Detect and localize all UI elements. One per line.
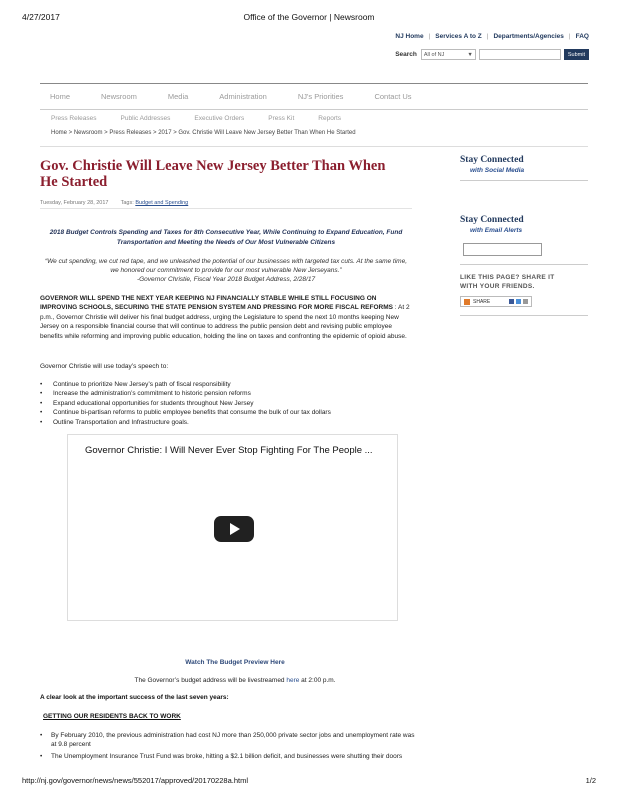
list-item: • Continue bi-partisan reforms to public employee benefits that consume the bulk of our tax dollars [40, 408, 414, 417]
section-heading: GETTING OUR RESIDENTS BACK TO WORK [43, 713, 181, 720]
nav-newsroom[interactable]: Newsroom [101, 92, 137, 101]
list-item: • Continue to prioritize New Jersey’s path of fiscal responsibility [40, 380, 414, 389]
livestream-text: The Governor’s budget address will be livestreamed [134, 677, 287, 684]
stay-connected-social-title: Stay Connected [460, 155, 524, 165]
email-icon [523, 299, 528, 304]
print-footer [22, 776, 596, 788]
livestream-time: at 2:00 p.m. [299, 677, 336, 684]
subnav-executive-orders[interactable]: Executive Orders [194, 114, 245, 122]
search-label: Search [395, 51, 417, 58]
social-media-link[interactable]: with Social Media [470, 167, 525, 174]
util-link-departments[interactable]: Departments/Agencies [493, 33, 564, 40]
print-header [22, 12, 596, 26]
article-subhead: 2018 Budget Controls Spending and Taxes for 8th Consecutive Year, While Continuing to Expand Education, Fund Transportation and Meeting the Needs of Our Most Vulnerable Citizens [49, 229, 403, 246]
list-item: • The Unemployment Insurance Trust Fund was broke, hitting a $2.1 billion deficit, and businesses were shutting their doors [40, 752, 420, 761]
quote-text: “We cut spending, we cut red tape, and we unleashed the potential of our businesses with targeted tax cuts. At the same time, we honored our commitment to provide for our most vulnerable New Jerseyans.” [44, 258, 408, 274]
breadcrumb[interactable]: Home > Newsroom > Press Releases > 2017 > Gov. Christie Will Leave New Jersey Better Than When He Started [51, 130, 356, 136]
share-prompt [460, 273, 554, 291]
util-link-services[interactable]: Services A to Z [435, 33, 482, 40]
quote-attribution: -Governor Christie, Fiscal Year 2018 Budget Address, 2/28/17 [136, 276, 316, 283]
livestream-link[interactable]: here [286, 677, 300, 684]
play-icon [230, 523, 240, 535]
share-prompt-line: LIKE THIS PAGE? SHARE IT [460, 274, 555, 281]
search-scope-value: All of NJ [423, 51, 445, 58]
print-page-number: 1/2 [585, 776, 596, 785]
intro-text: Governor Christie will use today’s speech to: [40, 363, 169, 370]
divider [460, 264, 588, 265]
play-button[interactable] [214, 516, 254, 542]
stay-connected-email-title: Stay Connected [460, 215, 524, 225]
nav-administration[interactable]: Administration [219, 92, 267, 101]
lead-text: : At 2 p.m., Governor Christie will deliver his final budget address, urging the Legislature to spend the next 10 months keeping New Jersey on a responsible financial course that will continue to address the public pension debt and revising public employee benefits while reforming and improving public education, holding the line on taxes and confronting the epidemic of opioid abuse. [40, 304, 410, 340]
share-label: SHARE [473, 298, 491, 305]
email-alerts-link[interactable]: with Email Alerts [470, 227, 523, 234]
list-item: • Increase the administration’s commitment to historic pension reforms [40, 389, 414, 398]
divider [460, 315, 588, 316]
lead-bold: GOVERNOR WILL SPEND THE NEXT YEAR KEEPING NJ FINANCIALLY STABLE WHILE STILL FOCUSING ON IMPROVING SCHOOLS, SECURING THE STATE PENSION SYSTEM AND PRESSING FOR MORE FISCAL REFORMS [40, 295, 393, 312]
nav-media[interactable]: Media [167, 92, 189, 101]
utility-nav [395, 33, 589, 40]
twitter-icon [516, 299, 521, 304]
page-title: Gov. Christie Will Leave New Jersey Better Than When He Started [40, 158, 386, 190]
email-field[interactable] [463, 243, 542, 256]
share-prompt-line: WITH YOUR FRIENDS. [460, 283, 535, 290]
util-link-faq[interactable]: FAQ [575, 33, 589, 40]
subnav-public-addresses[interactable]: Public Addresses [120, 114, 171, 122]
article-meta [40, 200, 188, 206]
video-title[interactable]: Governor Christie: I Will Never Ever Stop Fighting For The People ... [85, 445, 373, 456]
article-date: Tuesday, February 28, 2017 [40, 200, 109, 206]
watch-preview-link[interactable]: Watch The Budget Preview Here [185, 659, 285, 666]
util-separator: | [428, 33, 431, 40]
share-button[interactable] [460, 296, 532, 307]
divider [460, 180, 588, 181]
subnav-press-kit[interactable]: Press Kit [268, 114, 295, 122]
list-item: • Expand educational opportunities for students throughout New Jersey [40, 399, 414, 408]
lead-paragraph [40, 294, 414, 341]
util-separator: | [486, 33, 489, 40]
goals-list [40, 380, 414, 427]
chevron-down-icon: ▼ [467, 51, 473, 58]
search-scope-select[interactable] [421, 49, 476, 60]
divider [40, 146, 588, 147]
tags-label: Tags: [120, 200, 134, 206]
main-nav [40, 83, 588, 110]
tag-link[interactable]: Budget and Spending [135, 200, 189, 206]
print-title: Office of the Governor | Newsroom [243, 12, 375, 22]
subnav-press-releases[interactable]: Press Releases [51, 114, 97, 122]
search-bar [395, 49, 589, 60]
share-icon [464, 299, 470, 305]
print-date: 4/27/2017 [22, 12, 60, 22]
section-intro: A clear look at the important success of the last seven years: [40, 694, 229, 701]
nav-priorities[interactable]: NJ's Priorities [297, 92, 344, 101]
print-url: http://nj.gov/governor/news/news/552017/approved/20170228a.html [22, 776, 248, 785]
jobs-list [40, 731, 420, 763]
subnav-reports[interactable]: Reports [318, 114, 342, 122]
livestream-note [40, 677, 430, 684]
sub-nav [40, 112, 365, 124]
list-item: • By February 2010, the previous administration had cost NJ more than 250,000 private sector jobs and unemployment rate was at 9.8 percent [40, 731, 420, 750]
search-submit-button[interactable]: Submit [564, 49, 589, 60]
util-separator: | [568, 33, 571, 40]
search-input[interactable] [479, 49, 561, 60]
nav-contact[interactable]: Contact Us [374, 92, 412, 101]
article-quote [40, 257, 412, 284]
facebook-icon [509, 299, 514, 304]
divider [40, 208, 412, 209]
nav-home[interactable]: Home [50, 92, 71, 101]
util-link-nj-home[interactable]: NJ Home [395, 33, 424, 40]
list-item: • Outline Transportation and Infrastructure goals. [40, 418, 414, 427]
